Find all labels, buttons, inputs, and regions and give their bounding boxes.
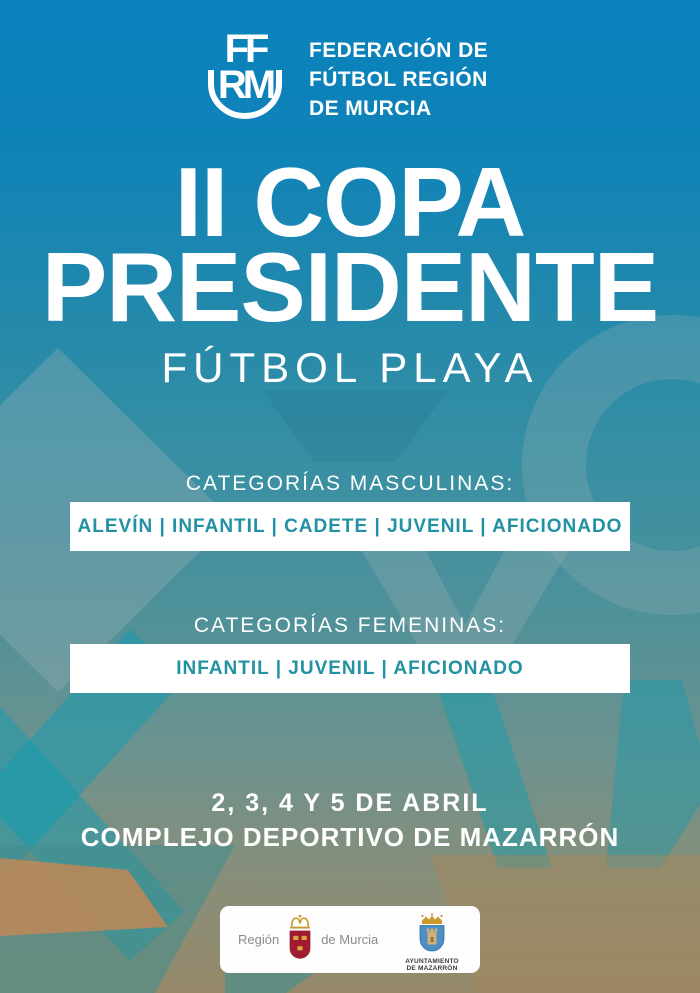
federation-name-line3: DE MURCIA — [309, 97, 432, 120]
ayuntamiento-mazarron-logo — [400, 912, 464, 972]
categories-masculinas-box: ALEVÍN | INFANTIL | CADETE | JUVENIL | AFICIONADO — [70, 502, 630, 551]
federation-name — [309, 36, 488, 123]
region-de-murcia-logo — [238, 906, 378, 973]
region-de-murcia-text-left: Región — [238, 932, 280, 947]
region-de-murcia-text-right: de Murcia — [321, 932, 379, 947]
ffrm-logo-letters-rm: RM — [217, 63, 273, 107]
event-dates: 2, 3, 4 Y 5 DE ABRIL — [211, 789, 489, 817]
federation-name-line2: FÚTBOL REGIÓN — [309, 68, 488, 91]
sponsor-card — [220, 906, 480, 973]
categories-femeninas-box: INFANTIL | JUVENIL | AFICIONADO — [70, 644, 630, 693]
mazarron-caption-line2: DE MAZARRÓN — [406, 965, 458, 972]
poster-title — [0, 147, 700, 342]
federation-name-line1: FEDERACIÓN DE — [309, 39, 489, 62]
ffrm-logo-icon — [203, 26, 287, 120]
region-de-murcia-shield-icon — [284, 912, 316, 968]
event-venue: COMPLEJO DEPORTIVO DE MAZARRÓN — [80, 822, 620, 852]
title-line1: II COPA — [174, 147, 526, 257]
categories-femeninas-label: CATEGORÍAS FEMENINAS: — [193, 614, 507, 637]
categories-masculinas-label: CATEGORÍAS MASCULINAS: — [185, 472, 515, 495]
mazarron-caption-line1: AYUNTAMIENTO — [405, 958, 459, 965]
poster-subtitle: FÚTBOL PLAYA — [161, 344, 539, 391]
ffrm-logo-letters-ff: FF — [224, 27, 266, 71]
title-line2: PRESIDENTE — [41, 232, 659, 342]
mazarron-crest-icon — [414, 912, 450, 952]
